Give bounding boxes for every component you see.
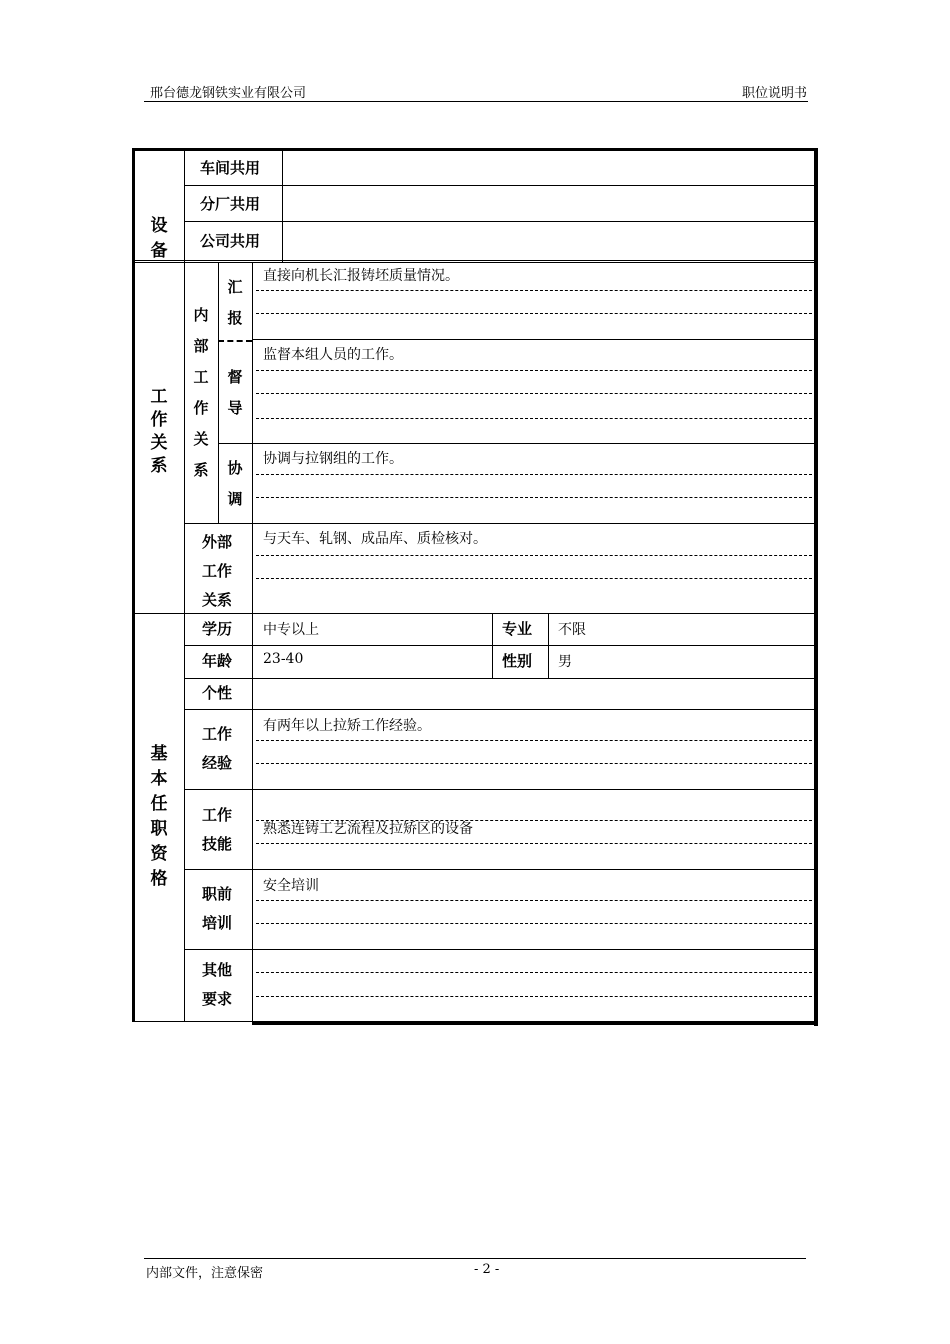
skills-label-line1: 工作	[202, 806, 233, 824]
coordinate-text: 协调与拉钢组的工作。	[263, 451, 403, 467]
dashed-writing-line	[256, 923, 812, 924]
other-label-line1: 其他	[202, 961, 233, 979]
col-line-1	[184, 148, 185, 1022]
age-value: 23-40	[263, 651, 304, 667]
skills-text: 熟悉连铸工艺流程及拉矫区的设备	[263, 821, 473, 837]
other-requirements-label	[202, 956, 232, 1014]
row-line	[184, 869, 814, 870]
table-border-right	[814, 148, 818, 1026]
supervise-text: 监督本组人员的工作。	[263, 347, 403, 363]
table-border-bottom-left	[132, 1021, 252, 1022]
confidentiality-note: 内部文件，注意保密	[146, 1266, 264, 1281]
document-title: 职位说明书	[741, 86, 807, 101]
report-label: 汇 报	[227, 278, 243, 327]
row-line	[184, 645, 814, 646]
row-line	[132, 613, 814, 614]
external-relations-text: 与天车、轧钢、成品库、质检核对。	[263, 531, 487, 547]
gender-value: 男	[558, 654, 572, 670]
row-line	[184, 949, 814, 950]
row-line	[184, 523, 814, 524]
education-value: 中专以上	[263, 622, 319, 638]
equip-branch-label: 分厂共用	[200, 195, 261, 213]
gender-label: 性别	[502, 652, 533, 670]
row-line	[218, 443, 814, 444]
row-line	[218, 340, 252, 342]
table-border-left	[132, 148, 135, 1022]
experience-label-line2: 经验	[202, 754, 233, 772]
dashed-writing-line	[256, 497, 812, 498]
equip-workshop-label: 车间共用	[200, 159, 261, 177]
experience-text: 有两年以上拉矫工作经验。	[263, 718, 431, 734]
row-line	[184, 221, 814, 222]
dashed-writing-line	[256, 474, 812, 475]
external-relations-label	[202, 528, 232, 615]
dashed-writing-line	[256, 578, 812, 579]
col-line-equip	[282, 148, 283, 262]
row-line	[184, 185, 814, 186]
dashed-writing-line	[256, 900, 812, 901]
col-line-2	[252, 262, 253, 1022]
training-text: 安全培训	[263, 878, 319, 894]
equip-company-label: 公司共用	[200, 232, 261, 250]
dashed-writing-line	[256, 740, 812, 741]
dashed-writing-line	[256, 763, 812, 764]
row-line	[184, 678, 814, 679]
page-number: - 2 -	[474, 1262, 500, 1277]
qualifications-section-label: 基 本 任 职 资 格	[150, 744, 168, 889]
dashed-writing-line	[256, 290, 812, 291]
external-label-line3: 关系	[202, 591, 233, 609]
internal-relations-label: 内 部 工 作 关 系	[193, 306, 209, 479]
header-divider	[144, 101, 808, 102]
row-line	[132, 260, 814, 261]
dashed-writing-line	[256, 313, 812, 314]
external-label-line1: 外部	[202, 533, 233, 551]
supervise-label: 督 导	[227, 368, 243, 417]
age-label: 年龄	[202, 652, 233, 670]
row-line	[132, 262, 814, 263]
footer-divider	[144, 1258, 806, 1259]
col-line-3	[492, 614, 493, 678]
experience-label-line1: 工作	[202, 725, 233, 743]
dashed-writing-line	[256, 393, 812, 394]
dashed-writing-line	[256, 370, 812, 371]
dashed-writing-line	[256, 843, 812, 844]
equipment-section-label: 设 备	[150, 216, 168, 261]
experience-label	[202, 720, 232, 778]
row-line	[184, 709, 814, 710]
dashed-writing-line	[256, 555, 812, 556]
col-line-4	[548, 614, 549, 678]
dashed-writing-line	[256, 972, 812, 973]
training-label-line1: 职前	[202, 885, 233, 903]
major-value: 不限	[558, 622, 586, 638]
table-border-top	[132, 148, 818, 151]
external-label-line2: 工作	[202, 562, 233, 580]
dashed-writing-line	[256, 996, 812, 997]
table-border-bottom	[252, 1021, 818, 1025]
dashed-writing-line	[256, 418, 812, 419]
personality-label: 个性	[202, 684, 233, 702]
skills-label-line2: 技能	[202, 835, 233, 853]
training-label	[202, 880, 232, 938]
major-label: 专业	[502, 620, 533, 638]
row-line	[252, 339, 814, 340]
skills-label	[202, 801, 232, 859]
coordinate-label: 协 调	[227, 459, 243, 508]
education-label: 学历	[202, 620, 233, 638]
report-text: 直接向机长汇报铸坯质量情况。	[263, 268, 459, 284]
job-description-table	[132, 148, 818, 1024]
row-line	[184, 789, 814, 790]
company-name: 邢台德龙钢铁实业有限公司	[150, 86, 307, 101]
training-label-line2: 培训	[202, 914, 233, 932]
col-line-internal	[218, 262, 219, 524]
relations-section-label: 工 作 关 系	[150, 387, 168, 476]
other-label-line2: 要求	[202, 990, 233, 1008]
